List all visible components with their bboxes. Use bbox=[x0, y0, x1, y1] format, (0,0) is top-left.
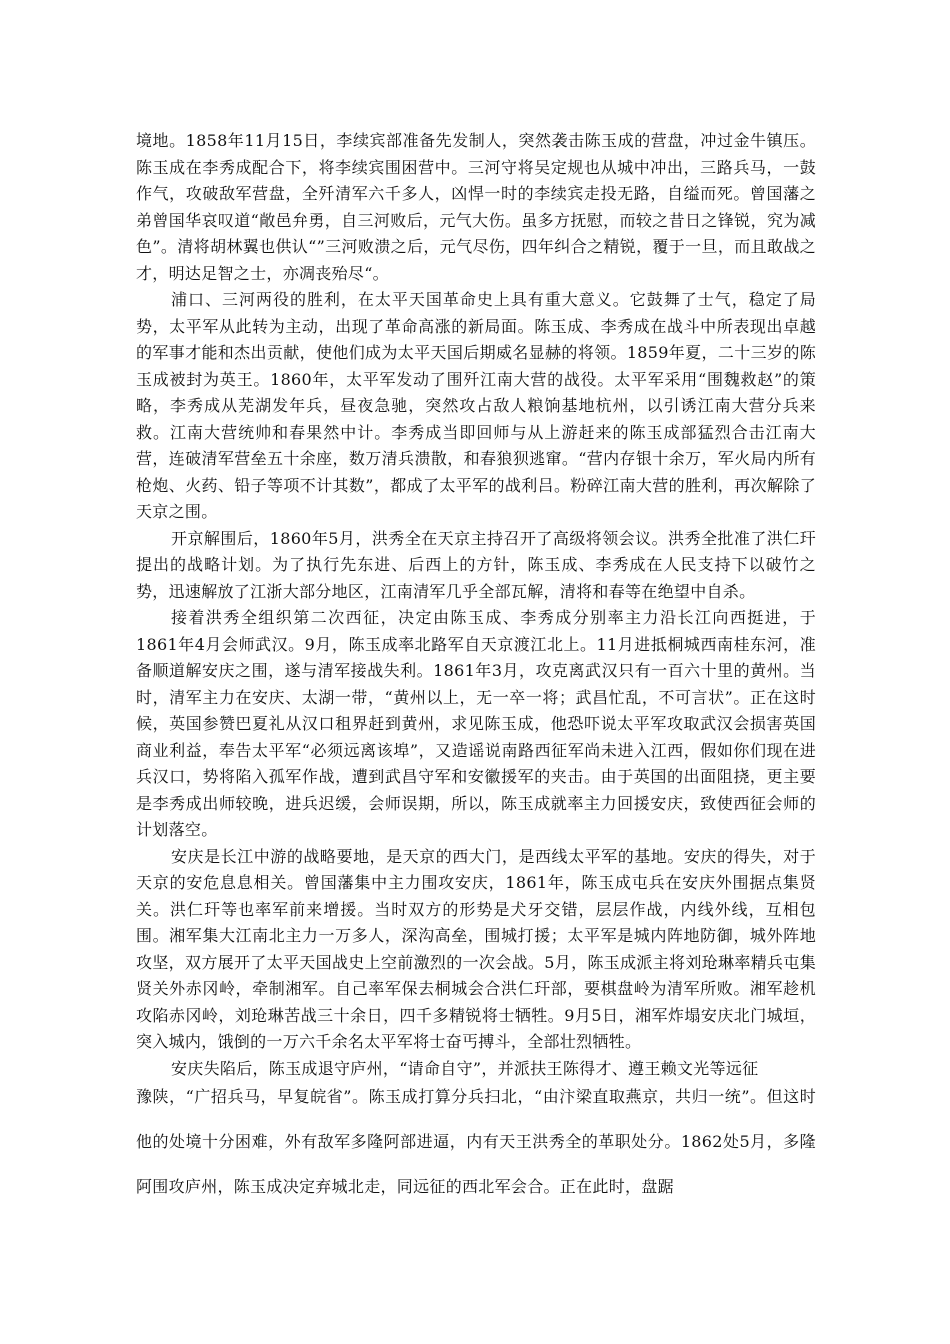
paragraph-7-loose-spacing: 豫陕，“广招兵马，早复皖省”。陈玉成打算分兵扫北，“由汴梁直取燕京，共归一统”。但这时他的处境十分困难，外有敌军多隆阿部进逼，内有天王洪秀全的革职处分。1862处5月，多隆阿围攻庐州，陈玉成决定弃城北走，同远征的西北军会合。正在此时，盘踞 bbox=[136, 1087, 816, 1196]
document-body bbox=[136, 128, 816, 1209]
paragraph-2: 浦口、三河两役的胜利，在太平天国革命史上具有重大意义。它鼓舞了士气，稳定了局势，太平军从此转为主动，出现了革命高涨的新局面。陈玉成、李秀成在战斗中所表现出卓越的军事才能和杰出贡献，使他们成为太平天国后期威名显赫的将领。1859年夏，二十三岁的陈玉成被封为英王。1860年，太平军发动了围歼江南大营的战役。太平军采用“围魏救赵”的策略，李秀成从芜湖发年兵，昼夜急驰，突然攻占敌人粮饷基地杭州，以引诱江南大营分兵来救。江南大营统帅和春果然中计。李秀成当即回师与从上游赶来的陈玉成部猛烈合击江南大营，连破清军营垒五十余座，数万清兵溃散，和春狼狈逃窜。“营内存银十余万，军火局内所有枪炮、火药、铅子等项不计其数”，都成了太平军的战利吕。粉碎江南大营的胜利，再次解除了天京之围。 bbox=[136, 290, 816, 521]
paragraph-5: 安庆是长江中游的战略要地，是天京的西大门，是西线太平军的基地。安庆的得失，对于天京的安危息息相关。曾国藩集中主力围攻安庆，1861年，陈玉成屯兵在安庆外围据点集贤关。洪仁玕等也率军前来增援。当时双方的形势是犬牙交错，层层作战，内线外线，互相包围。湘军集大江南北主力一万多人，深沟高垒，围城打援；太平军是城内阵地防御，城外阵地攻坚，双方展开了太平天国战史上空前激烈的一次会战。5月，陈玉成派主将刘玱琳率精兵屯集贤关外赤冈岭，牵制湘军。自己率军保去桐城会合洪仁玕部，要棋盘岭为清军所败。湘军趁机攻陷赤冈岭，刘玱琳苦战三十余日，四千多精锐将士牺牲。9月5日，湘军炸塌安庆北门城垣，突入城内，饿倒的一万六千余名太平军将士奋丐搏斗，全部壮烈牺牲。 bbox=[136, 846, 816, 1051]
paragraph-1: 境地。1858年11月15日，李续宾部准备先发制人，突然袭击陈玉成的营盘，冲过金牛镇压。陈玉成在李秀成配合下，将李续宾围困营中。三河守将吴定规也从城中冲出，三路兵马，一鼓作气，攻破敌军营盘，全歼清军六千多人，凶悍一时的李续宾走投无路，自缢而死。曾国藩之弟曾国华哀叹道“敞邑弁勇，自三河败后，元气大伤。虽多方抚慰，而较之昔日之锋锐，究为减色”。清将胡林翼也供认“”三河败溃之后，元气尽伤，四年纠合之精锐，覆于一旦，而且敢战之才，明达足智之士，亦凋丧殆尽“。 bbox=[136, 131, 816, 283]
paragraph-3: 开京解围后，1860年5月，洪秀全在天京主持召开了高级将领会议。洪秀全批准了洪仁玕提出的战略计划。为了执行先东进、后西上的方针，陈玉成、李秀成在人民支持下以破竹之势，迅速解放了江浙大部分地区，江南清军几乎全部瓦解，清将和春等在绝望中自杀。 bbox=[136, 528, 816, 601]
paragraph-4: 接着洪秀全组织第二次西征，决定由陈玉成、李秀成分别率主力沿长江向西挺进，于1861年4月会师武汉。9月，陈玉成率北路军自天京渡江北上。11月进抵桐城西南桂东河，准备顺道解安庆之围，遂与清军接战失利。1861年3月，攻克离武汉只有一百六十里的黄州。当时，清军主力在安庆、太湖一带，“黄州以上，无一卒一将；武昌忙乱，不可言状”。正在这时候，英国参赞巴夏礼从汉口租界赶到黄州，求见陈玉成，他恐吓说太平军攻取武汉会损害英国商业利益，奉告太平军“必须远离该埠”，又造谣说南路西征军尚未进入江西，假如你们现在进兵汉口，势将陷入孤军作战，遭到武昌守军和安徽援军的夹击。由于英国的出面阻挠，更主要是李秀成出师较晚，进兵迟缓，会师误期，所以，陈玉成就率主力回援安庆，致使西征会师的计划落空。 bbox=[136, 608, 816, 839]
paragraph-6: 安庆失陷后，陈玉成退守庐州，“请命自守”，并派扶王陈得才、遵王赖文光等远征 bbox=[171, 1058, 759, 1078]
